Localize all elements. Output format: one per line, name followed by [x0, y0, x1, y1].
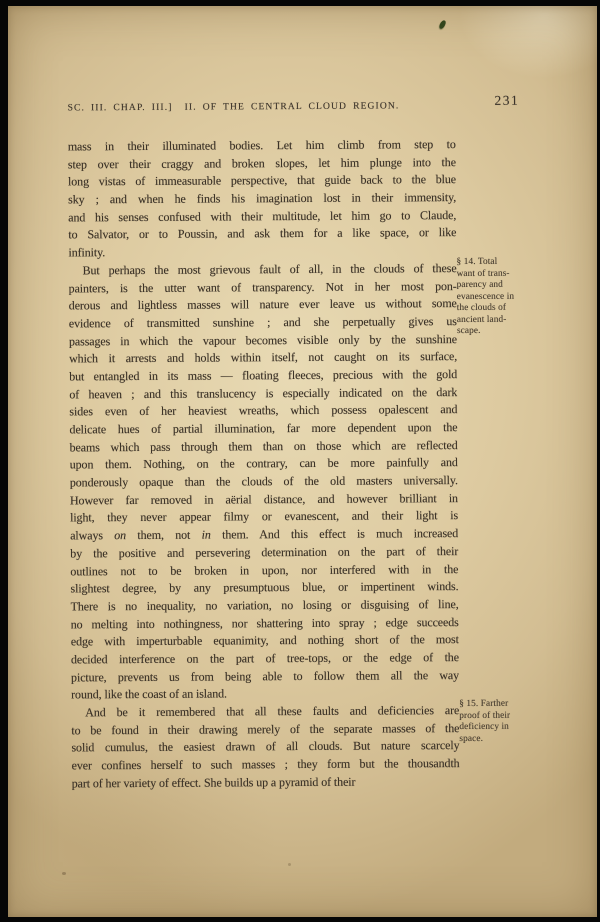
text-line: step over their craggy and broken slopes, let him plunge into the: [67, 154, 456, 172]
text-line: decided interference on the part of tree-tops, or the edge of the: [70, 649, 459, 667]
text-line: which it arrests and holds within itself, not caught on its surface,: [69, 349, 458, 366]
text-line: And be it remembered that all these faults and deficiencies are: [85, 703, 460, 720]
text-line: to be found in their drawing merely of the separate masses of the: [71, 720, 460, 738]
sidenote-line: space.: [459, 733, 484, 744]
paper-blemish: [62, 872, 66, 875]
text-line: However far removed in aërial distance, and however brilliant in: [69, 490, 458, 508]
sidenote-line: want of trans-: [456, 268, 510, 279]
text-line: edge with imperturbable equanimity, and nothing short of the most: [70, 632, 459, 649]
paper-blemish: [288, 863, 291, 866]
running-header-title: II. OF THE CENTRAL CLOUD REGION.: [184, 100, 400, 113]
text-line: no melting into nothingness, nor shattering into spray ; edge succeeds: [70, 614, 459, 631]
text-line: part of her variety of effect. She builds up a pyramid of their: [71, 774, 356, 791]
sidenote-line: deficiency in: [459, 721, 509, 733]
text-line: round, like the coast of an island.: [71, 686, 227, 702]
sidenote-line: ancient land-: [456, 314, 507, 325]
sidenote-line: evanescence in: [456, 291, 515, 302]
text-line: light, they never appear filmy or evanescent, and their light is: [70, 508, 459, 525]
text-line: sides even of her heaviest wreaths, which possess opalescent and: [69, 402, 458, 419]
sidenote-line: scape.: [456, 325, 481, 337]
text-line: always on them, not in them. And this effect is much increased: [70, 526, 459, 543]
text-line: There is no inequality, no variation, no losing or disguising of line,: [70, 596, 459, 614]
text-line: upon them. Nothing, on the contrary, can be more painfully and: [69, 455, 458, 472]
sidenote-section-14: [456, 257, 538, 338]
text-line: delicate hues of partial illumination, far more dependent upon the: [69, 420, 458, 437]
sidenote-line: parency and: [456, 279, 503, 291]
sidenote-line: proof of their: [459, 710, 511, 721]
sidenote-line: § 15. Farther: [459, 698, 509, 710]
sidenote-line: § 14. Total: [456, 256, 498, 268]
text-line: long vistas of immeasurable perspective, that guide back to the blue: [67, 172, 457, 189]
text-line: mass in their illuminated bodies. Let him climb from step to: [67, 137, 456, 154]
page-number: 231: [494, 92, 520, 108]
text-line: by the positive and persevering determination on the part of their: [70, 543, 459, 561]
text-line: to Salvator, or to Poussin, and ask them for a like space, or like: [68, 225, 457, 242]
text-line: But perhaps the most grievous fault of all, in the clouds of these: [82, 260, 457, 278]
text-line: of heaven ; and this translucency is especially indicated on the dark: [69, 384, 458, 402]
text-line: picture, prevents us from being able to follow them all the way: [70, 667, 460, 685]
text-line: sky ; and when he finds his imagination lost in their immensity,: [68, 190, 457, 207]
text-line: evidence of transmitted sunshine ; and she perpetually gives us: [68, 313, 457, 331]
running-header: [68, 100, 456, 113]
page-content: [5, 4, 600, 919]
text-line: solid cumulus, the easiest drawn of all clouds. But nature scarcely: [71, 738, 460, 755]
text-line: ponderously opaque than the clouds of the old masters universally.: [69, 473, 458, 490]
text-line: but entangled in its mass — floating fleeces, precious with the gold: [69, 366, 458, 384]
text-line: outlines not to be broken in upon, nor interfered with in the: [70, 561, 459, 578]
text-line: ever confines herself to such masses ; they form but the thousandth: [71, 756, 460, 773]
book-page: [8, 6, 597, 917]
text-line: painters, is the utter want of transparency. Not in her most pon-: [68, 278, 457, 295]
sidenote-section-15: [459, 699, 541, 746]
sidenote-line: the clouds of: [456, 302, 507, 314]
text-line: and his senses confused with their multitude, let him go to Claude,: [68, 207, 457, 225]
text-line: beams which pass through them than on those which are reflected: [69, 437, 458, 455]
running-header-section: SC. III. CHAP. III.]: [67, 101, 173, 114]
text-line: infinity.: [68, 245, 106, 260]
text-line: passages in which the vapour becomes visible only by the sunshine: [68, 331, 458, 348]
text-line: derous and lightless masses will nature ever leave us without some: [68, 296, 457, 313]
body-text: [68, 136, 460, 793]
text-line: slightest degree, by any presumptuous blue, or impertinent winds.: [70, 579, 459, 596]
